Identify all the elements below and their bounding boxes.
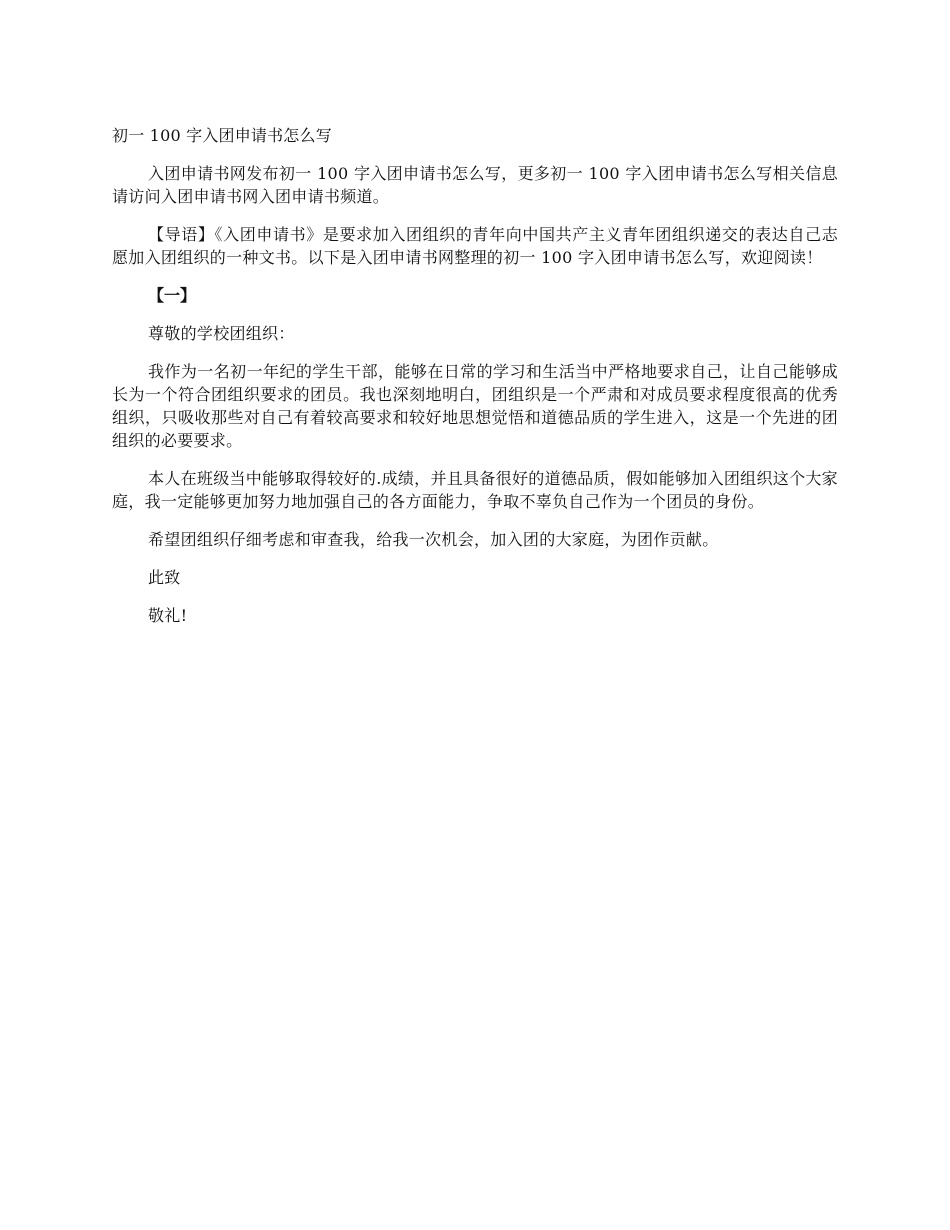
salutation: 尊敬的学校团组织： bbox=[148, 324, 295, 343]
intro-paragraph: 入团申请书网发布初一 100 字入团申请书怎么写，更多初一 100 字入团申请书怎么写相关信息请访问入团申请书网入团申请书频道。 bbox=[112, 164, 838, 206]
body-paragraph-1: 我作为一名初一年纪的学生干部，能够在日常的学习和生活当中严格地要求自己，让自己能够成长为一个符合团组织要求的团员。我也深刻地明白，团组织是一个严肃和对成员要求程度很高的优秀组织，只吸收那些对自己有着较高要求和较好地思想觉悟和道德品质的学生进入，这是一个先进的团组织的必要要求。 bbox=[112, 362, 838, 450]
guide-paragraph: 【导语】《入团申请书》是要求加入团组织的青年向中国共产主义青年团组织递交的表达自己志愿加入团组织的一种文书。以下是入团申请书网整理的初一 100 字入团申请书怎么写，欢迎阅读！ bbox=[112, 225, 838, 267]
section-heading-one: 【一】 bbox=[148, 286, 197, 305]
body-paragraph-3: 希望团组织仔细考虑和审查我，给我一次机会，加入团的大家庭，为团作贡献。 bbox=[148, 530, 719, 549]
closing-line-2: 敬礼! bbox=[148, 606, 188, 625]
closing-line-1: 此致 bbox=[148, 568, 181, 587]
document-title: 初一 100 字入团申请书怎么写 bbox=[112, 126, 332, 145]
document-body bbox=[112, 124, 838, 642]
body-paragraph-2: 本人在班级当中能够取得较好的.成绩，并且具备很好的道德品质，假如能够加入团组织这个大家庭，我一定能够更加努力地加强自己的各方面能力，争取不辜负自己作为一个团员的身份。 bbox=[112, 469, 838, 511]
